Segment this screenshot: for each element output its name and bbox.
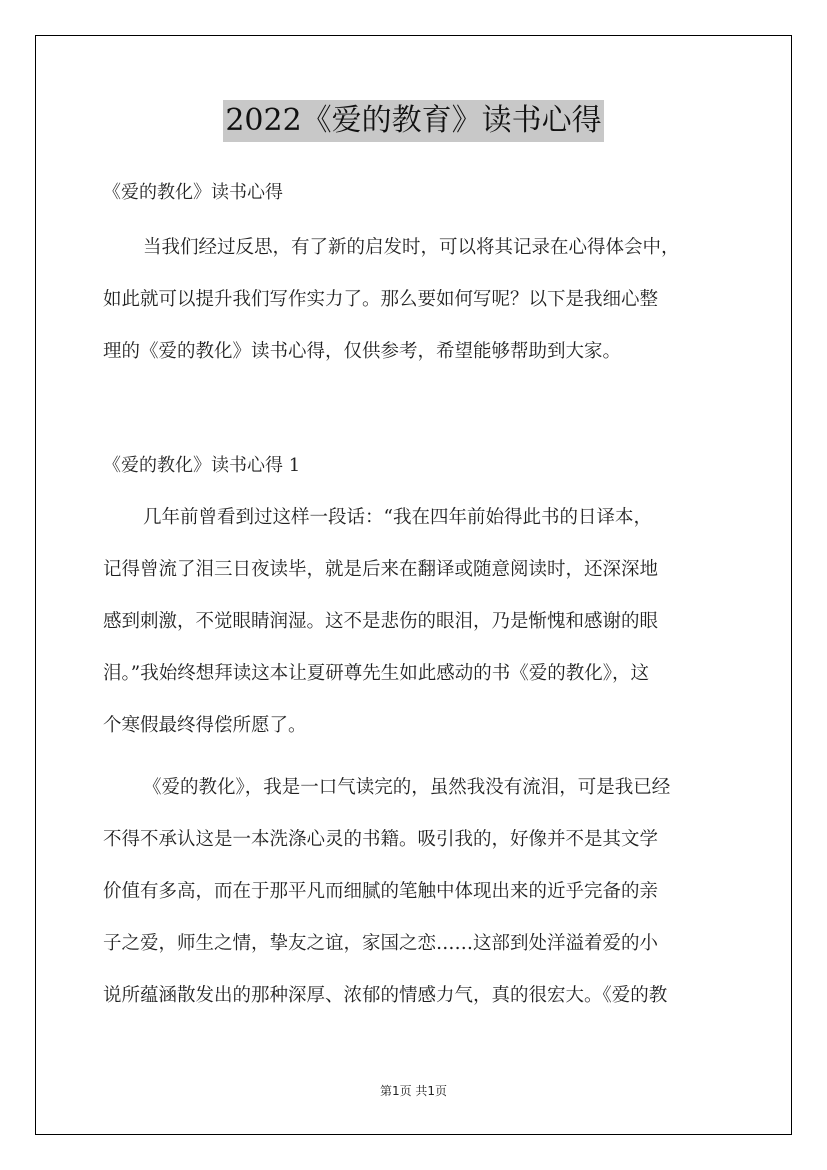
paragraph-1 [103, 500, 743, 760]
paragraph-line: 理的《爱的教化》读书心得，仅供参考，希望能够帮助到大家。 [103, 341, 622, 362]
section-heading: 《爱的教化》读书心得 [103, 182, 283, 203]
paragraph-line: 价值有多高，而在于那平凡而细腻的笔触中体现出来的近乎完备的亲 [103, 881, 659, 902]
paragraph-line: 泪。”我始终想拜读这本让夏研尊先生如此感动的书《爱的教化》，这 [103, 663, 649, 684]
paragraph-line: 几年前曾看到过这样一段话：“我在四年前始得此书的日译本， [143, 507, 652, 528]
document-title: 2022《爱的教育》读书心得 [223, 100, 603, 142]
paragraph-2 [103, 770, 743, 1030]
paragraph-line: 不得不承认这是一本洗涤心灵的书籍。吸引我的，好像并不是其文学 [103, 829, 659, 850]
title-container [0, 100, 827, 142]
paragraph-line: 说所蕴涵散发出的那种深厚、浓郁的情感力气，真的很宏大。《爱的教 [103, 985, 668, 1006]
intro-paragraph [103, 230, 743, 386]
paragraph-line: 子之爱，师生之情，挚友之谊，家国之恋……这部到处洋溢着爱的小 [103, 933, 659, 954]
paragraph-line: 当我们经过反思，有了新的启发时，可以将其记录在心得体会中， [143, 237, 680, 258]
paragraph-line: 《爱的教化》，我是一口气读完的，虽然我没有流泪，可是我已经 [143, 777, 671, 798]
paragraph-line: 记得曾流了泪三日夜读毕，就是后来在翻译或随意阅读时，还深深地 [103, 559, 659, 580]
subheading-1: 《爱的教化》读书心得 1 [103, 455, 301, 476]
paragraph-line: 如此就可以提升我们写作实力了。那么要如何写呢？以下是我细心整 [103, 289, 659, 310]
page-number-footer: 第1页 共1页 [379, 1084, 448, 1098]
paragraph-line: 个寒假最终得偿所愿了。 [103, 715, 307, 736]
paragraph-line: 感到刺激，不觉眼睛润湿。这不是悲伤的眼泪，乃是惭愧和感谢的眼 [103, 611, 659, 632]
